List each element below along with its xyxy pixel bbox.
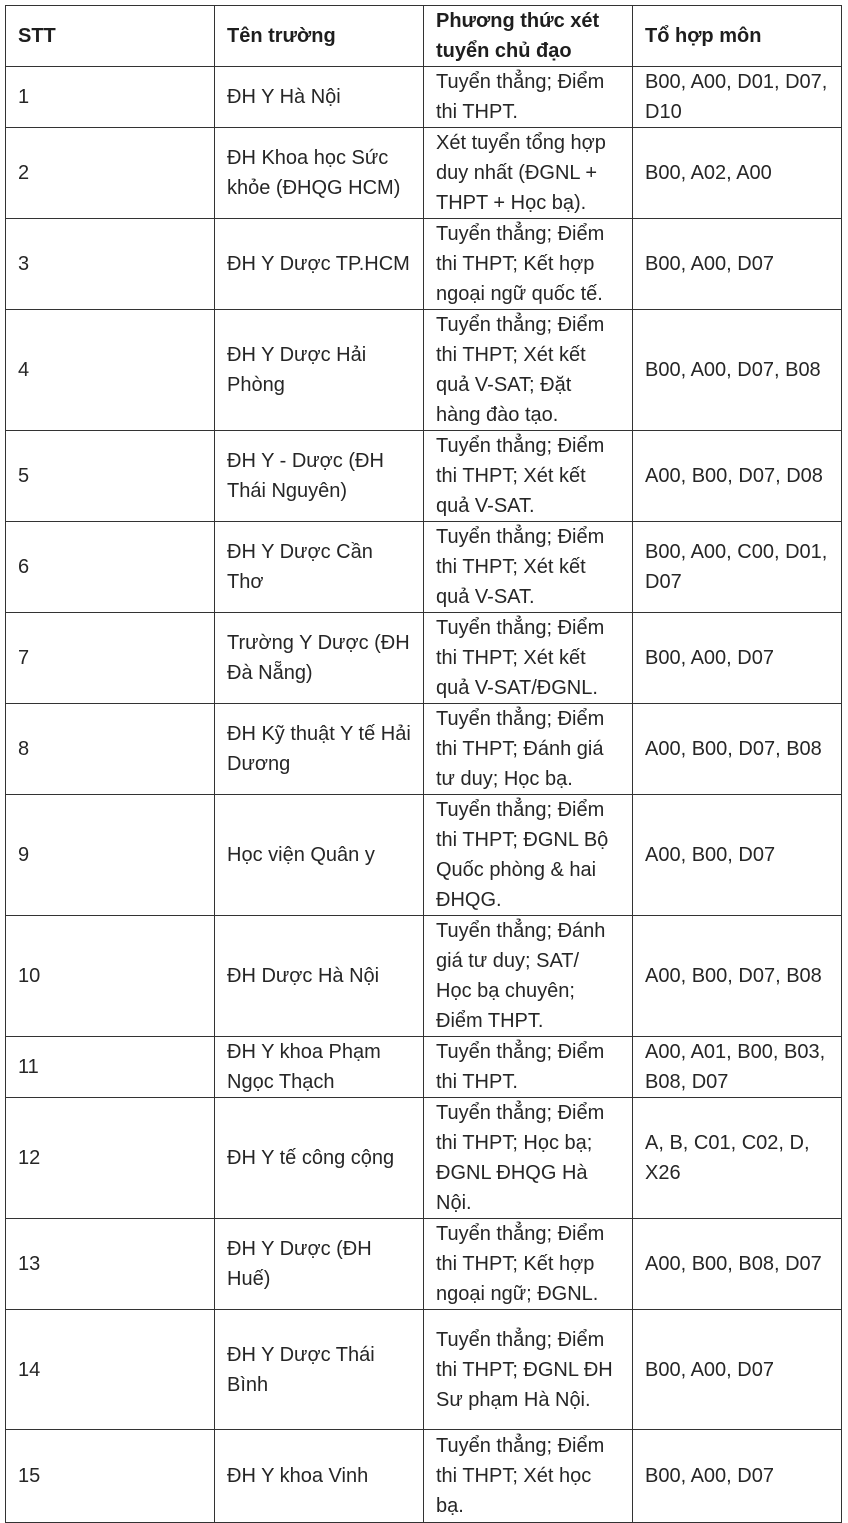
cell-admission-method: Tuyển thẳng; Điểm thi THPT; Xét kết quả V-SAT.	[424, 431, 633, 522]
table-row	[6, 613, 842, 704]
cell-admission-method: Tuyển thẳng; Điểm thi THPT; ĐGNL ĐH Sư phạm Hà Nội.	[424, 1310, 633, 1430]
cell-stt: 5	[6, 431, 215, 522]
cell-subject-combinations: B00, A00, D07	[633, 219, 842, 310]
table-row	[6, 916, 842, 1037]
cell-subject-combinations: B00, A00, D07	[633, 613, 842, 704]
cell-stt: 12	[6, 1098, 215, 1219]
header-stt: STT	[6, 6, 215, 67]
table-row	[6, 795, 842, 916]
cell-subject-combinations: A00, B00, D07	[633, 795, 842, 916]
cell-subject-combinations: B00, A00, D07	[633, 1430, 842, 1523]
cell-admission-method: Tuyển thẳng; Đánh giá tư duy; SAT/ Học bạ chuyên; Điểm THPT.	[424, 916, 633, 1037]
cell-school-name: ĐH Y khoa Phạm Ngọc Thạch	[215, 1037, 424, 1098]
cell-school-name: ĐH Khoa học Sức khỏe (ĐHQG HCM)	[215, 128, 424, 219]
cell-subject-combinations: A00, B00, D07, B08	[633, 916, 842, 1037]
cell-school-name: ĐH Y Dược TP.HCM	[215, 219, 424, 310]
cell-stt: 4	[6, 310, 215, 431]
cell-school-name: Học viện Quân y	[215, 795, 424, 916]
cell-school-name: Trường Y Dược (ĐH Đà Nẵng)	[215, 613, 424, 704]
cell-admission-method: Tuyển thẳng; Điểm thi THPT; Đánh giá tư duy; Học bạ.	[424, 704, 633, 795]
admissions-table	[5, 5, 842, 1523]
cell-admission-method: Tuyển thẳng; Điểm thi THPT; Xét học bạ.	[424, 1430, 633, 1523]
cell-admission-method: Xét tuyển tổng hợp duy nhất (ĐGNL + THPT + Học bạ).	[424, 128, 633, 219]
table-row	[6, 431, 842, 522]
admissions-table-container	[5, 5, 842, 1523]
cell-admission-method: Tuyển thẳng; Điểm thi THPT.	[424, 1037, 633, 1098]
cell-admission-method: Tuyển thẳng; Điểm thi THPT; Học bạ; ĐGNL ĐHQG Hà Nội.	[424, 1098, 633, 1219]
cell-admission-method: Tuyển thẳng; Điểm thi THPT.	[424, 67, 633, 128]
table-row	[6, 67, 842, 128]
cell-stt: 13	[6, 1219, 215, 1310]
cell-subject-combinations: B00, A00, D07, B08	[633, 310, 842, 431]
cell-stt: 9	[6, 795, 215, 916]
cell-school-name: ĐH Kỹ thuật Y tế Hải Dương	[215, 704, 424, 795]
cell-school-name: ĐH Y Dược Cần Thơ	[215, 522, 424, 613]
table-row	[6, 128, 842, 219]
cell-admission-method: Tuyển thẳng; Điểm thi THPT; Kết hợp ngoại ngữ quốc tế.	[424, 219, 633, 310]
header-subject-combinations: Tổ hợp môn	[633, 6, 842, 67]
cell-stt: 10	[6, 916, 215, 1037]
cell-school-name: ĐH Y Hà Nội	[215, 67, 424, 128]
cell-subject-combinations: A00, B00, D07, D08	[633, 431, 842, 522]
cell-subject-combinations: B00, A00, C00, D01, D07	[633, 522, 842, 613]
table-row	[6, 219, 842, 310]
table-row	[6, 1430, 842, 1523]
cell-school-name: ĐH Y tế công cộng	[215, 1098, 424, 1219]
cell-admission-method: Tuyển thẳng; Điểm thi THPT; Xét kết quả V-SAT.	[424, 522, 633, 613]
cell-stt: 6	[6, 522, 215, 613]
cell-subject-combinations: B00, A00, D07	[633, 1310, 842, 1430]
cell-subject-combinations: B00, A02, A00	[633, 128, 842, 219]
cell-admission-method: Tuyển thẳng; Điểm thi THPT; Xét kết quả V-SAT; Đặt hàng đào tạo.	[424, 310, 633, 431]
header-row	[6, 6, 842, 67]
cell-admission-method: Tuyển thẳng; Điểm thi THPT; Kết hợp ngoại ngữ; ĐGNL.	[424, 1219, 633, 1310]
cell-stt: 8	[6, 704, 215, 795]
cell-admission-method: Tuyển thẳng; Điểm thi THPT; ĐGNL Bộ Quốc phòng & hai ĐHQG.	[424, 795, 633, 916]
cell-subject-combinations: A00, A01, B00, B03, B08, D07	[633, 1037, 842, 1098]
cell-stt: 11	[6, 1037, 215, 1098]
cell-school-name: ĐH Y khoa Vinh	[215, 1430, 424, 1523]
cell-subject-combinations: A, B, C01, C02, D, X26	[633, 1098, 842, 1219]
cell-school-name: ĐH Dược Hà Nội	[215, 916, 424, 1037]
cell-stt: 7	[6, 613, 215, 704]
table-row	[6, 1219, 842, 1310]
cell-stt: 2	[6, 128, 215, 219]
table-row	[6, 310, 842, 431]
cell-subject-combinations: A00, B00, B08, D07	[633, 1219, 842, 1310]
cell-stt: 1	[6, 67, 215, 128]
cell-admission-method: Tuyển thẳng; Điểm thi THPT; Xét kết quả V-SAT/ĐGNL.	[424, 613, 633, 704]
table-row	[6, 1310, 842, 1430]
cell-stt: 14	[6, 1310, 215, 1430]
cell-school-name: ĐH Y - Dược (ĐH Thái Nguyên)	[215, 431, 424, 522]
cell-stt: 15	[6, 1430, 215, 1523]
table-body	[6, 67, 842, 1523]
cell-subject-combinations: A00, B00, D07, B08	[633, 704, 842, 795]
header-admission-method: Phương thức xét tuyển chủ đạo	[424, 6, 633, 67]
table-row	[6, 704, 842, 795]
cell-school-name: ĐH Y Dược Hải Phòng	[215, 310, 424, 431]
table-row	[6, 1098, 842, 1219]
table-row	[6, 522, 842, 613]
cell-school-name: ĐH Y Dược (ĐH Huế)	[215, 1219, 424, 1310]
cell-stt: 3	[6, 219, 215, 310]
table-row	[6, 1037, 842, 1098]
cell-school-name: ĐH Y Dược Thái Bình	[215, 1310, 424, 1430]
header-school-name: Tên trường	[215, 6, 424, 67]
cell-subject-combinations: B00, A00, D01, D07, D10	[633, 67, 842, 128]
table-header	[6, 6, 842, 67]
